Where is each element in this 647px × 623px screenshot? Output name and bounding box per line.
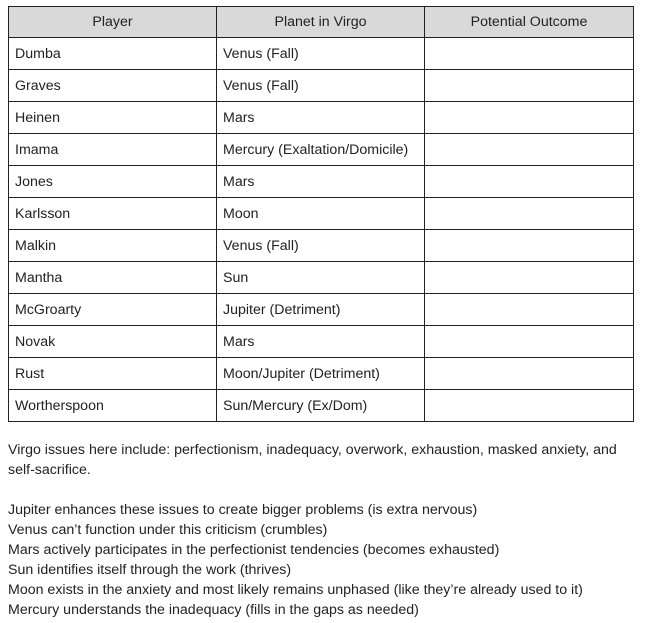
planet-cell: Sun/Mercury (Ex/Dom) [217,390,425,422]
planet-cell: Mars [217,326,425,358]
outcome-cell[interactable] [425,294,634,326]
planet-cell: Jupiter (Detriment) [217,294,425,326]
outcome-cell[interactable] [425,326,634,358]
player-cell: Dumba [9,38,217,70]
player-cell: Rust [9,358,217,390]
note-line-venus: Venus can’t function under this criticism (crumbles) [8,522,328,538]
outcome-cell[interactable] [425,134,634,166]
table-row [9,358,634,390]
outcome-cell[interactable] [425,358,634,390]
player-planet-table [8,6,634,422]
planet-cell: Mercury (Exaltation/Domicile) [217,134,425,166]
outcome-cell[interactable] [425,102,634,134]
outcome-cell[interactable] [425,230,634,262]
player-cell: McGroarty [9,294,217,326]
planet-cell: Venus (Fall) [217,38,425,70]
header-planet-in-virgo: Planet in Virgo [217,7,425,38]
note-line-mercury: Mercury understands the inadequacy (fills in the gaps as needed) [8,602,419,618]
planet-cell: Moon/Jupiter (Detriment) [217,358,425,390]
table-row [9,38,634,70]
player-cell: Wortherspoon [9,390,217,422]
outcome-cell[interactable] [425,262,634,294]
header-player: Player [9,7,217,38]
player-cell: Novak [9,326,217,358]
planet-cell: Moon [217,198,425,230]
table-row [9,262,634,294]
outcome-cell[interactable] [425,390,634,422]
player-cell: Karlsson [9,198,217,230]
table-row [9,166,634,198]
table-row [9,102,634,134]
table-row [9,198,634,230]
note-line-sun: Sun identifies itself through the work (thrives) [8,562,292,578]
table-row [9,294,634,326]
planet-cell: Venus (Fall) [217,230,425,262]
virgo-notes [8,440,633,620]
table-row [9,134,634,166]
note-line-moon: Moon exists in the anxiety and most likely remains unphased (like they’re already used to it) [8,582,583,598]
player-cell: Jones [9,166,217,198]
outcome-cell[interactable] [425,166,634,198]
planet-cell: Mars [217,166,425,198]
table-row [9,230,634,262]
table-row [9,390,634,422]
outcome-cell[interactable] [425,70,634,102]
table-header-row [9,7,634,38]
planet-cell: Venus (Fall) [217,70,425,102]
header-potential-outcome: Potential Outcome [425,7,634,38]
note-line-jupiter: Jupiter enhances these issues to create bigger problems (is extra nervous) [8,502,478,518]
planet-cell: Mars [217,102,425,134]
player-cell: Graves [9,70,217,102]
table-row [9,70,634,102]
player-cell: Heinen [9,102,217,134]
planet-cell: Sun [217,262,425,294]
player-cell: Mantha [9,262,217,294]
table-row [9,326,634,358]
note-line-mars: Mars actively participates in the perfectionist tendencies (becomes exhausted) [8,542,500,558]
player-cell: Malkin [9,230,217,262]
outcome-cell[interactable] [425,198,634,230]
player-cell: Imama [9,134,217,166]
notes-intro: Virgo issues here include: perfectionism, inadequacy, overwork, exhaustion, masked anxiety, and self-sacrifice. [8,442,617,478]
outcome-cell[interactable] [425,38,634,70]
